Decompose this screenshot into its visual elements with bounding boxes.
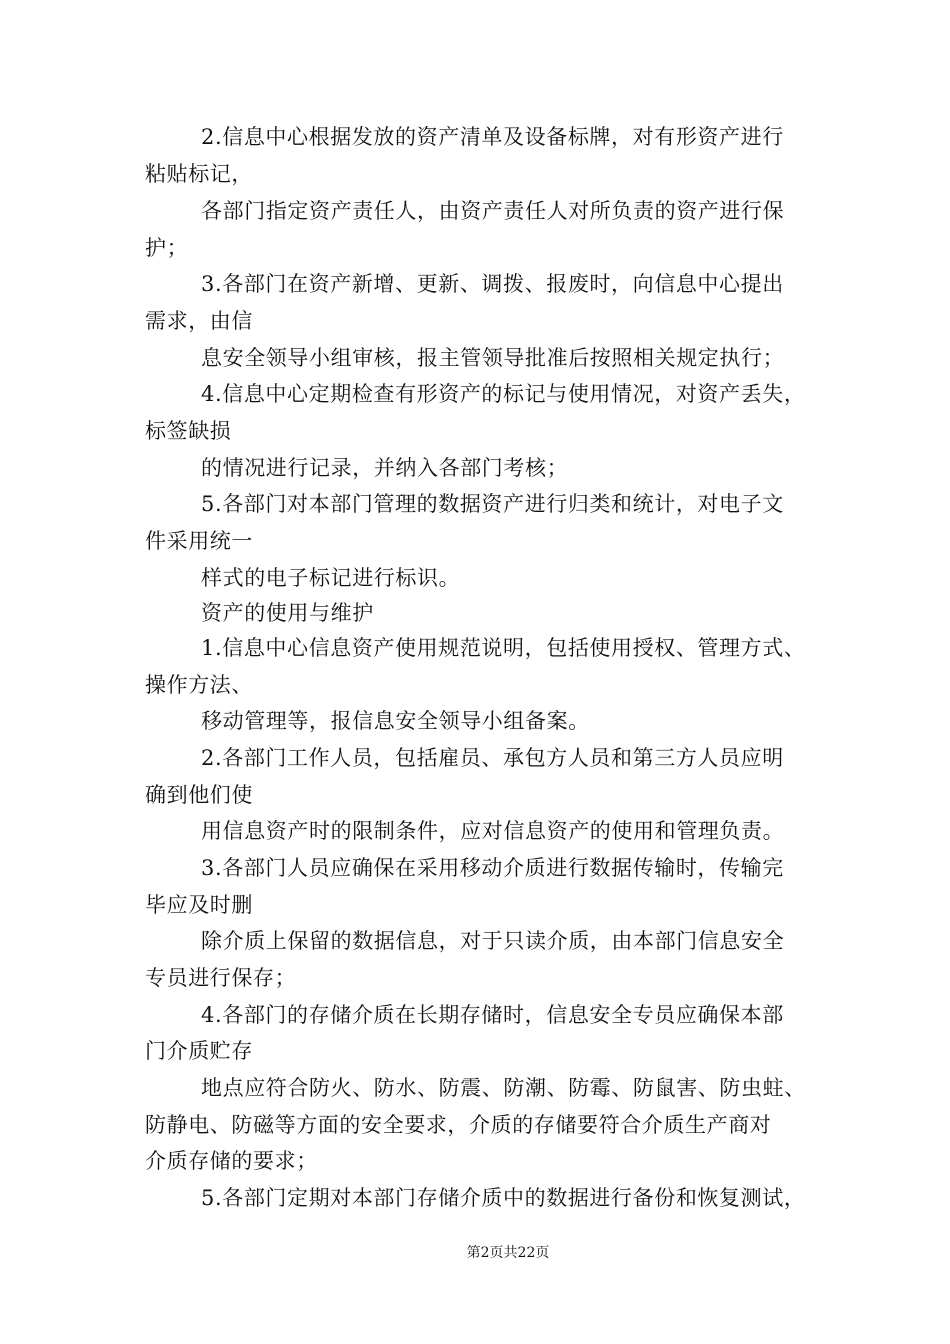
paragraph-line: 5.各部门对本部门管理的数据资产进行归类和统计，对电子文: [201, 492, 784, 516]
paragraph-line: 4.信息中心定期检查有形资产的标记与使用情况，对资产丢失，: [201, 382, 806, 406]
paragraph-line: 介质存储的要求；: [145, 1149, 318, 1173]
paragraph-line: 标签缺损: [145, 419, 232, 443]
paragraph-line: 门介质贮存: [145, 1039, 253, 1063]
paragraph-line: 2.各部门工作人员，包括雇员、承包方人员和第三方人员应明: [201, 746, 784, 770]
paragraph-line: 息安全领导小组审核，报主管领导批准后按照相关规定执行；: [201, 346, 785, 370]
paragraph-line: 护；: [145, 236, 189, 260]
paragraph-line: 样式的电子标记进行标识。: [201, 566, 461, 590]
section-heading: 资产的使用与维护: [201, 601, 374, 625]
paragraph-line: 毕应及时删: [145, 893, 253, 917]
page-number: 第2页共22页: [466, 1245, 550, 1261]
paragraph-line: 1.信息中心信息资产使用规范说明，包括使用授权、管理方式、: [201, 636, 806, 660]
paragraph-line: 2.信息中心根据发放的资产清单及设备标牌，对有形资产进行: [201, 125, 784, 149]
paragraph-line: 各部门指定资产责任人，由资产责任人对所负责的资产进行保: [201, 199, 785, 223]
paragraph-line: 件采用统一: [145, 529, 253, 553]
paragraph-line: 操作方法、: [145, 673, 253, 697]
paragraph-line: 3.各部门在资产新增、更新、调拨、报废时，向信息中心提出: [201, 272, 784, 296]
paragraph-line: 的情况进行记录，并纳入各部门考核；: [201, 456, 569, 480]
paragraph-line: 需求，由信: [145, 309, 253, 333]
paragraph-line: 地点应符合防火、防水、防震、防潮、防霉、防鼠害、防虫蛀、: [201, 1076, 806, 1100]
paragraph-line: 除介质上保留的数据信息，对于只读介质，由本部门信息安全: [201, 929, 785, 953]
paragraph-line: 3.各部门人员应确保在采用移动介质进行数据传输时，传输完: [201, 856, 784, 880]
paragraph-line: 移动管理等，报信息安全领导小组备案。: [201, 709, 590, 733]
paragraph-line: 确到他们使: [145, 783, 253, 807]
paragraph-line: 粘贴标记，: [145, 162, 253, 186]
paragraph-line: 5.各部门定期对本部门存储介质中的数据进行备份和恢复测试，: [201, 1186, 806, 1210]
paragraph-line: 专员进行保存；: [145, 966, 297, 990]
paragraph-line: 防静电、防磁等方面的安全要求，介质的存储要符合介质生产商对: [145, 1113, 772, 1137]
paragraph-line: 用信息资产时的限制条件，应对信息资产的使用和管理负责。: [201, 819, 785, 843]
paragraph-line: 4.各部门的存储介质在长期存储时，信息安全专员应确保本部: [201, 1003, 784, 1027]
